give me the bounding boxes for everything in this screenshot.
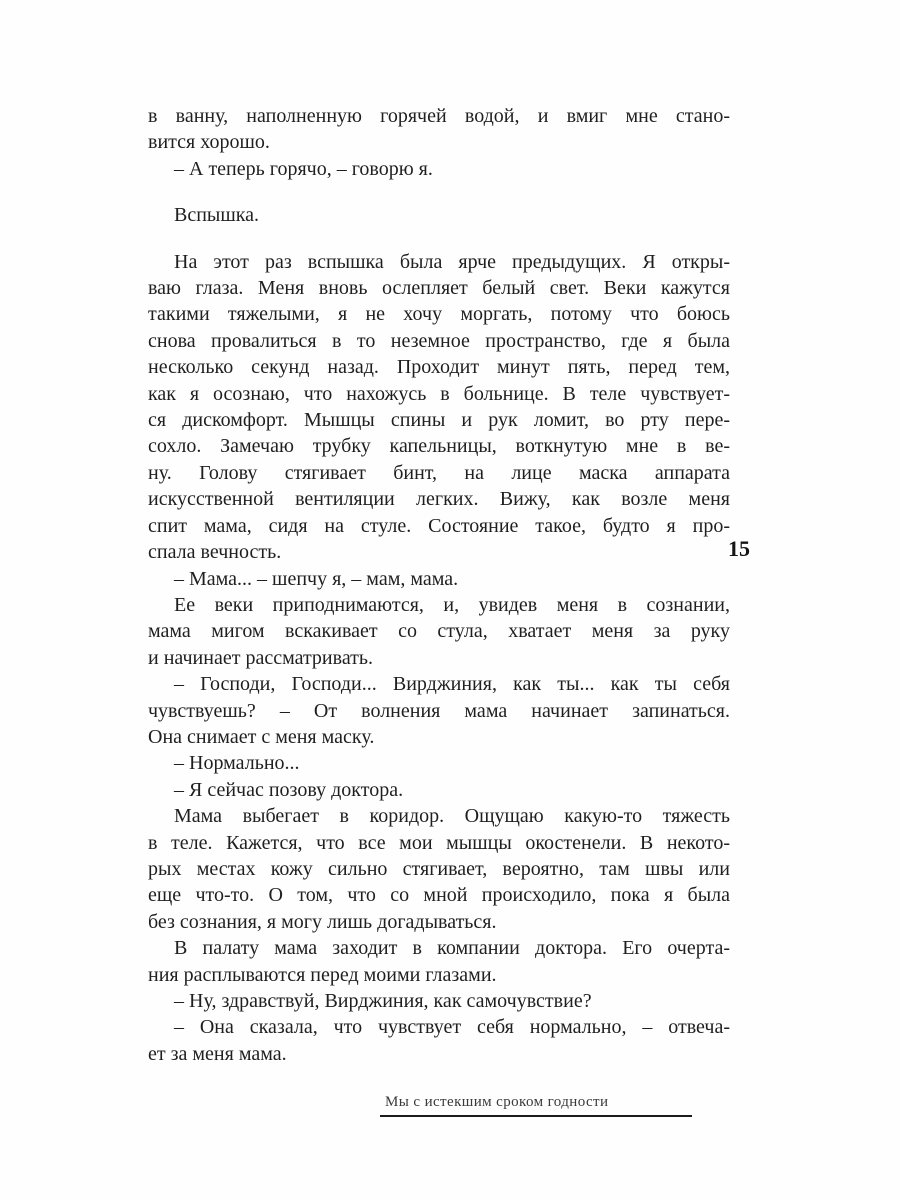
- paragraph: [148, 777, 730, 803]
- running-footer: [380, 1093, 692, 1117]
- text-line: искусственной вентиляции легких. Вижу, как возле меня: [148, 488, 730, 511]
- text-line: в ванну, наполненную горячей водой, и вмиг мне стано-: [148, 105, 730, 127]
- paragraph: [148, 156, 730, 182]
- paragraph: [148, 566, 730, 592]
- paragraph: [148, 249, 730, 566]
- text-line: спит мама, сидя на стуле. Состояние такое, будто я про-: [148, 514, 730, 537]
- text-line: ну. Голову стягивает бинт, на лице маска аппарата: [148, 461, 730, 484]
- page-number: 15: [728, 536, 750, 561]
- text-line: спала вечность.: [148, 541, 282, 564]
- footer-title: Мы с истекшим сроком годности: [385, 1094, 609, 1110]
- paragraph: [148, 803, 730, 935]
- paragraph: [148, 1014, 730, 1067]
- text-line: рых местах кожу сильно стягивает, вероятно, там швы или: [148, 857, 730, 880]
- paragraph: [148, 750, 730, 776]
- text-line: – Она сказала, что чувствует себя нормально, – отвеча-: [174, 1016, 730, 1039]
- text-line: – Я сейчас позову доктора.: [174, 778, 404, 801]
- text-line: В палату мама заходит в компании доктора. Его очерта-: [174, 937, 730, 960]
- text-line: еще что-то. О том, что со мной происходило, пока я была: [148, 884, 730, 907]
- text-line: мама мигом вскакивает со стула, хватает меня за руку: [148, 620, 730, 643]
- text-line: Мама выбегает в коридор. Ощущаю какую-то тяжесть: [174, 805, 730, 828]
- text-line: без сознания, я могу лишь догадываться.: [148, 910, 497, 933]
- paragraph: [148, 935, 730, 988]
- paragraph: [148, 103, 730, 156]
- text-line: несколько секунд назад. Проходит минут пять, перед тем,: [148, 356, 730, 379]
- text-line: ет за меня мама.: [148, 1042, 287, 1065]
- text-line: На этот раз вспышка была ярче предыдущих. Я откры-: [174, 250, 730, 273]
- text-line: и начинает рассматривать.: [148, 646, 374, 669]
- body-text: [148, 103, 730, 1067]
- text-line: Вспышка.: [174, 204, 260, 227]
- text-line: ния расплываются перед моими глазами.: [148, 963, 497, 986]
- text-line: такими тяжелыми, я не хочу моргать, потому что боюсь: [148, 303, 730, 326]
- text-line: – А теперь горячо, – говорю я.: [174, 157, 433, 180]
- text-line: сохло. Замечаю трубку капельницы, воткнутую мне в ве-: [148, 435, 730, 458]
- text-line: вится хорошо.: [148, 131, 270, 154]
- text-line: Она снимает с меня маску.: [148, 725, 375, 748]
- text-line: – Мама... – шепчу я, – мам, мама.: [174, 567, 459, 590]
- text-line: Ее веки приподнимаются, и, увидев меня в сознании,: [174, 593, 730, 616]
- paragraph: [148, 202, 730, 228]
- text-line: ся дискомфорт. Мышцы спины и рук ломит, во рту пере-: [148, 409, 730, 432]
- paragraph: [148, 988, 730, 1014]
- text-line: – Ну, здравствуй, Вирджиния, как самочувствие?: [174, 990, 592, 1012]
- text-line: – Господи, Господи... Вирджиния, как ты... как ты себя: [174, 673, 730, 696]
- text-line: ваю глаза. Меня вновь ослепляет белый свет. Веки кажутся: [148, 277, 730, 300]
- text-line: в теле. Кажется, что все мои мышцы окостенели. В некото-: [148, 831, 730, 854]
- text-line: чувствуешь? – От волнения мама начинает запинаться.: [148, 699, 730, 722]
- paragraph: [148, 671, 730, 750]
- text-line: – Нормально...: [174, 752, 300, 775]
- text-line: снова провалиться в то неземное пространство, где я была: [148, 329, 730, 352]
- text-line: как я осознаю, что нахожусь в больнице. В теле чувствует-: [148, 382, 730, 405]
- paragraph: [148, 592, 730, 671]
